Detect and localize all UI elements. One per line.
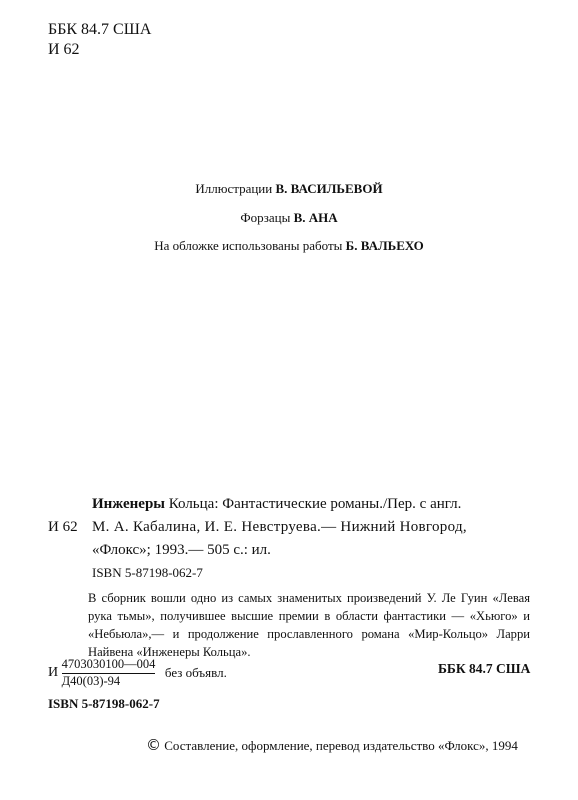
copyright-icon: © [146,736,161,754]
imprint-fraction [62,657,156,689]
biblio-line-3: «Флокс»; 1993.— 505 с.: ил. [92,542,271,558]
biblio-isbn: ISBN 5-87198-062-7 [92,565,203,580]
author-index: И 62 [48,41,80,58]
imprint-denominator: Д40(03)-94 [61,674,121,688]
biblio-title-rest: Кольца: Фантастические романы./Пер. с англ. [168,496,462,512]
biblio-title-word: Инженеры [92,496,166,512]
cover-name: Б. ВАЛЬЕХО [345,238,424,253]
biblio-line-2: М. А. Кабалина, И. Е. Невструева.— Нижний Новгород, [92,519,467,535]
imprint-numerator: 4703030100—004 [62,657,156,674]
bbk-code: ББК 84.7 США [48,21,152,38]
endpapers-label: Форзацы [240,210,291,225]
imprint [48,657,227,689]
credit-cover [0,238,578,254]
biblio-line-1 [92,494,529,515]
illustrations-name: В. ВАСИЛЬЕВОЙ [275,181,383,196]
cover-label: На обложке использованы работы [154,238,343,253]
bbk-header [48,20,151,60]
annotation-text: В сборник вошли одно из самых знаменитых произведений У. Ле Гуин «Левая рука тьмы», получившее высшие премии в области фантастики — «Хьюго» и «Небьюла»,— и продолжение прославленного романа «Мир-Кольцо» Ларри Найвена «Инженеры Кольца». [88,591,530,659]
imprint-note: без объявл. [164,665,227,680]
biblio-index: И 62 [48,519,78,535]
copyright-line [146,736,518,754]
imprint-letter: И [48,665,59,680]
credit-endpapers [0,210,578,226]
illustrations-label: Иллюстрации [195,181,273,196]
isbn-bottom: ISBN 5-87198-062-7 [48,696,160,711]
annotation [88,589,530,661]
copyright-text: Составление, оформление, перевод издательство «Флокс», 1994 [164,738,518,753]
imprint-bbk: ББК 84.7 США [438,661,531,676]
endpapers-name: В. АНА [293,210,338,225]
credit-illustrations [0,181,578,197]
